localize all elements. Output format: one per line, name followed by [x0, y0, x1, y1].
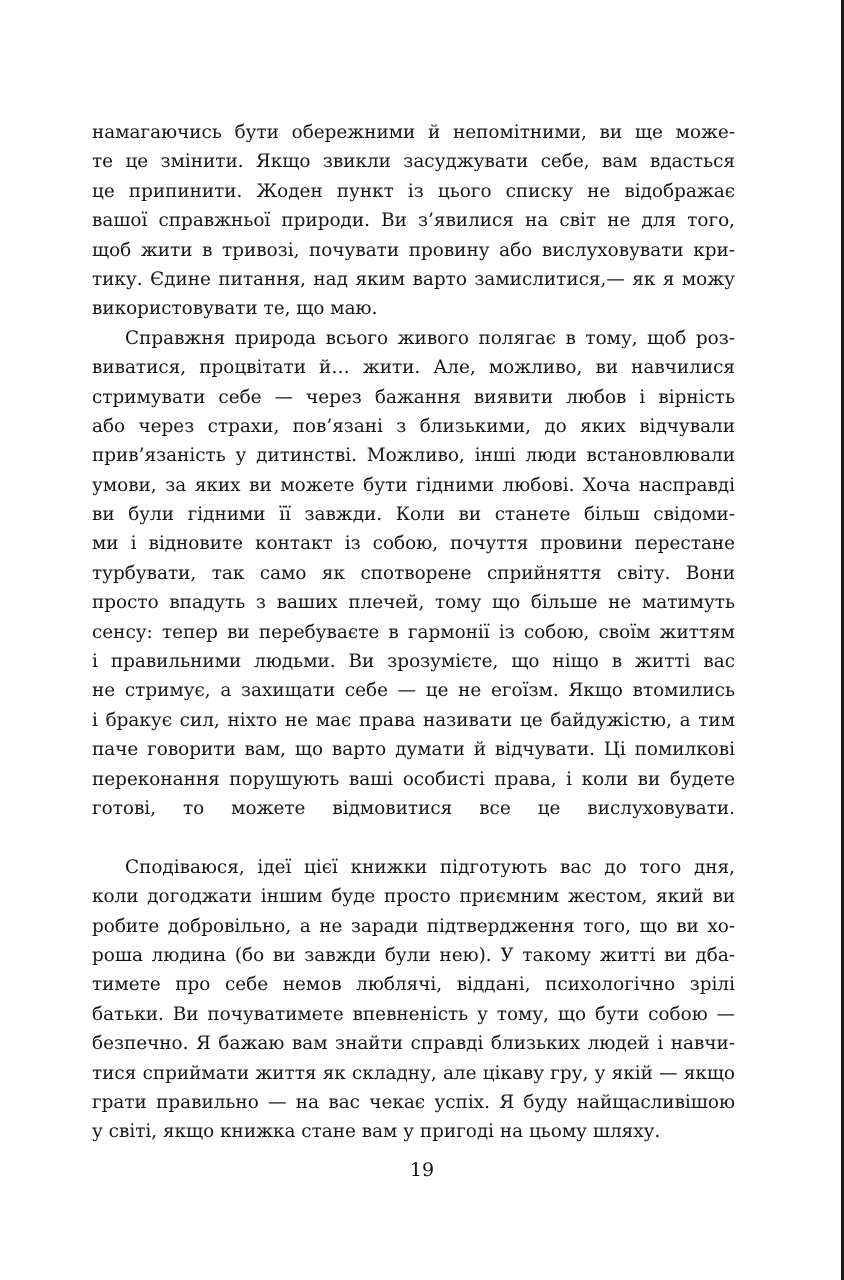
text-line: Сподіваюся, ідеї цієї книжки підготують вас до того дня,	[125, 856, 735, 878]
text-line: паче говорити вам, що варто думати й відчувати. Ці помилкові	[92, 739, 735, 761]
paragraph-3	[92, 853, 735, 1147]
text-line: просто впадуть з ваших плечей, тому що більше не матимуть	[92, 592, 735, 614]
text-line: те це змінити. Якщо звикли засуджувати себе, вам вдасться	[92, 151, 735, 173]
text-line: переконання порушують ваші особисті права, і коли ви будете	[92, 768, 735, 790]
text-line: Справжня природа всього живого полягає в тому, щоб роз-	[125, 327, 735, 349]
text-line: використовувати те, що маю.	[92, 298, 378, 320]
text-line: готові, то можете відмовитися все це вислуховувати.	[92, 797, 735, 819]
text-line: сенсу: тепер ви перебуваєте в гармонії із собою, своїм життям	[92, 621, 735, 643]
text-line: робите добровільно, а не заради підтвердження того, що ви хо-	[92, 915, 735, 937]
text-line: намагаючись бути обережними й непомітними, ви ще може-	[92, 122, 735, 143]
text-line: тися сприймати життя як складну, але цікаву гру, у якій — якщо	[92, 1062, 735, 1084]
text-line: вашої справжньої природи. Ви з’явилися на світ не для того,	[92, 210, 735, 232]
text-line: щоб жити в тривозі, почувати провину або вислуховувати кри-	[92, 239, 735, 261]
text-line: ви були гідними її завжди. Коли ви станете більш свідоми-	[92, 504, 735, 526]
text-line: стримувати себе — через бажання виявити любов і вірність	[92, 386, 735, 408]
text-line	[92, 823, 735, 852]
text-line: у світі, якщо книжка стане вам у пригоді на цьому шляху.	[92, 1121, 661, 1143]
page-number: 19	[409, 1159, 435, 1181]
text-line: турбувати, так само як спотворене сприйняття світу. Вони	[92, 562, 735, 584]
text-line: ми і відновите контакт із собою, почуття провини перестане	[92, 533, 735, 555]
text-line: безпечно. Я бажаю вам знайти справді близьких людей і навчи-	[92, 1033, 735, 1055]
text-line: тику. Єдине питання, над яким варто замислитися,— як я можу	[92, 268, 735, 290]
paragraph-2	[92, 324, 735, 853]
body-text	[92, 118, 735, 1147]
text-line: умови, за яких ви можете бути гідними любові. Хоча насправді	[92, 474, 735, 496]
text-line: виватися, процвітати й… жити. Але, можливо, ви навчилися	[92, 357, 735, 379]
text-line: батьки. Ви почуватимете впевненість у тому, що бути собою —	[92, 1003, 735, 1025]
paragraph-1	[92, 118, 735, 324]
text-line: це припинити. Жоден пункт із цього списку не відображає	[92, 180, 735, 202]
text-line: і правильними людьми. Ви зрозумієте, що ніщо в житті вас	[92, 651, 735, 673]
text-line: тимете про себе немов люблячі, віддані, психологічно зрілі	[92, 974, 735, 996]
text-line: не стримує, а захищати себе — це не егоїзм. Якщо втомились	[92, 680, 735, 702]
text-line: і бракує сил, ніхто не має права називати це байдужістю, а тим	[92, 709, 735, 731]
text-line: коли догоджати іншим буде просто приємним жестом, який ви	[92, 886, 735, 908]
text-line: або через страхи, пов’язані з близькими, до яких відчували	[92, 415, 735, 437]
text-line: грати правильно — на вас чекає успіх. Я буду найщасливішою	[92, 1091, 735, 1113]
text-line: прив’язаність у дитинстві. Можливо, інші люди встановлювали	[92, 445, 735, 467]
text-line: роша людина (бо ви завжди були нею). У такому житті ви дба-	[92, 944, 735, 966]
